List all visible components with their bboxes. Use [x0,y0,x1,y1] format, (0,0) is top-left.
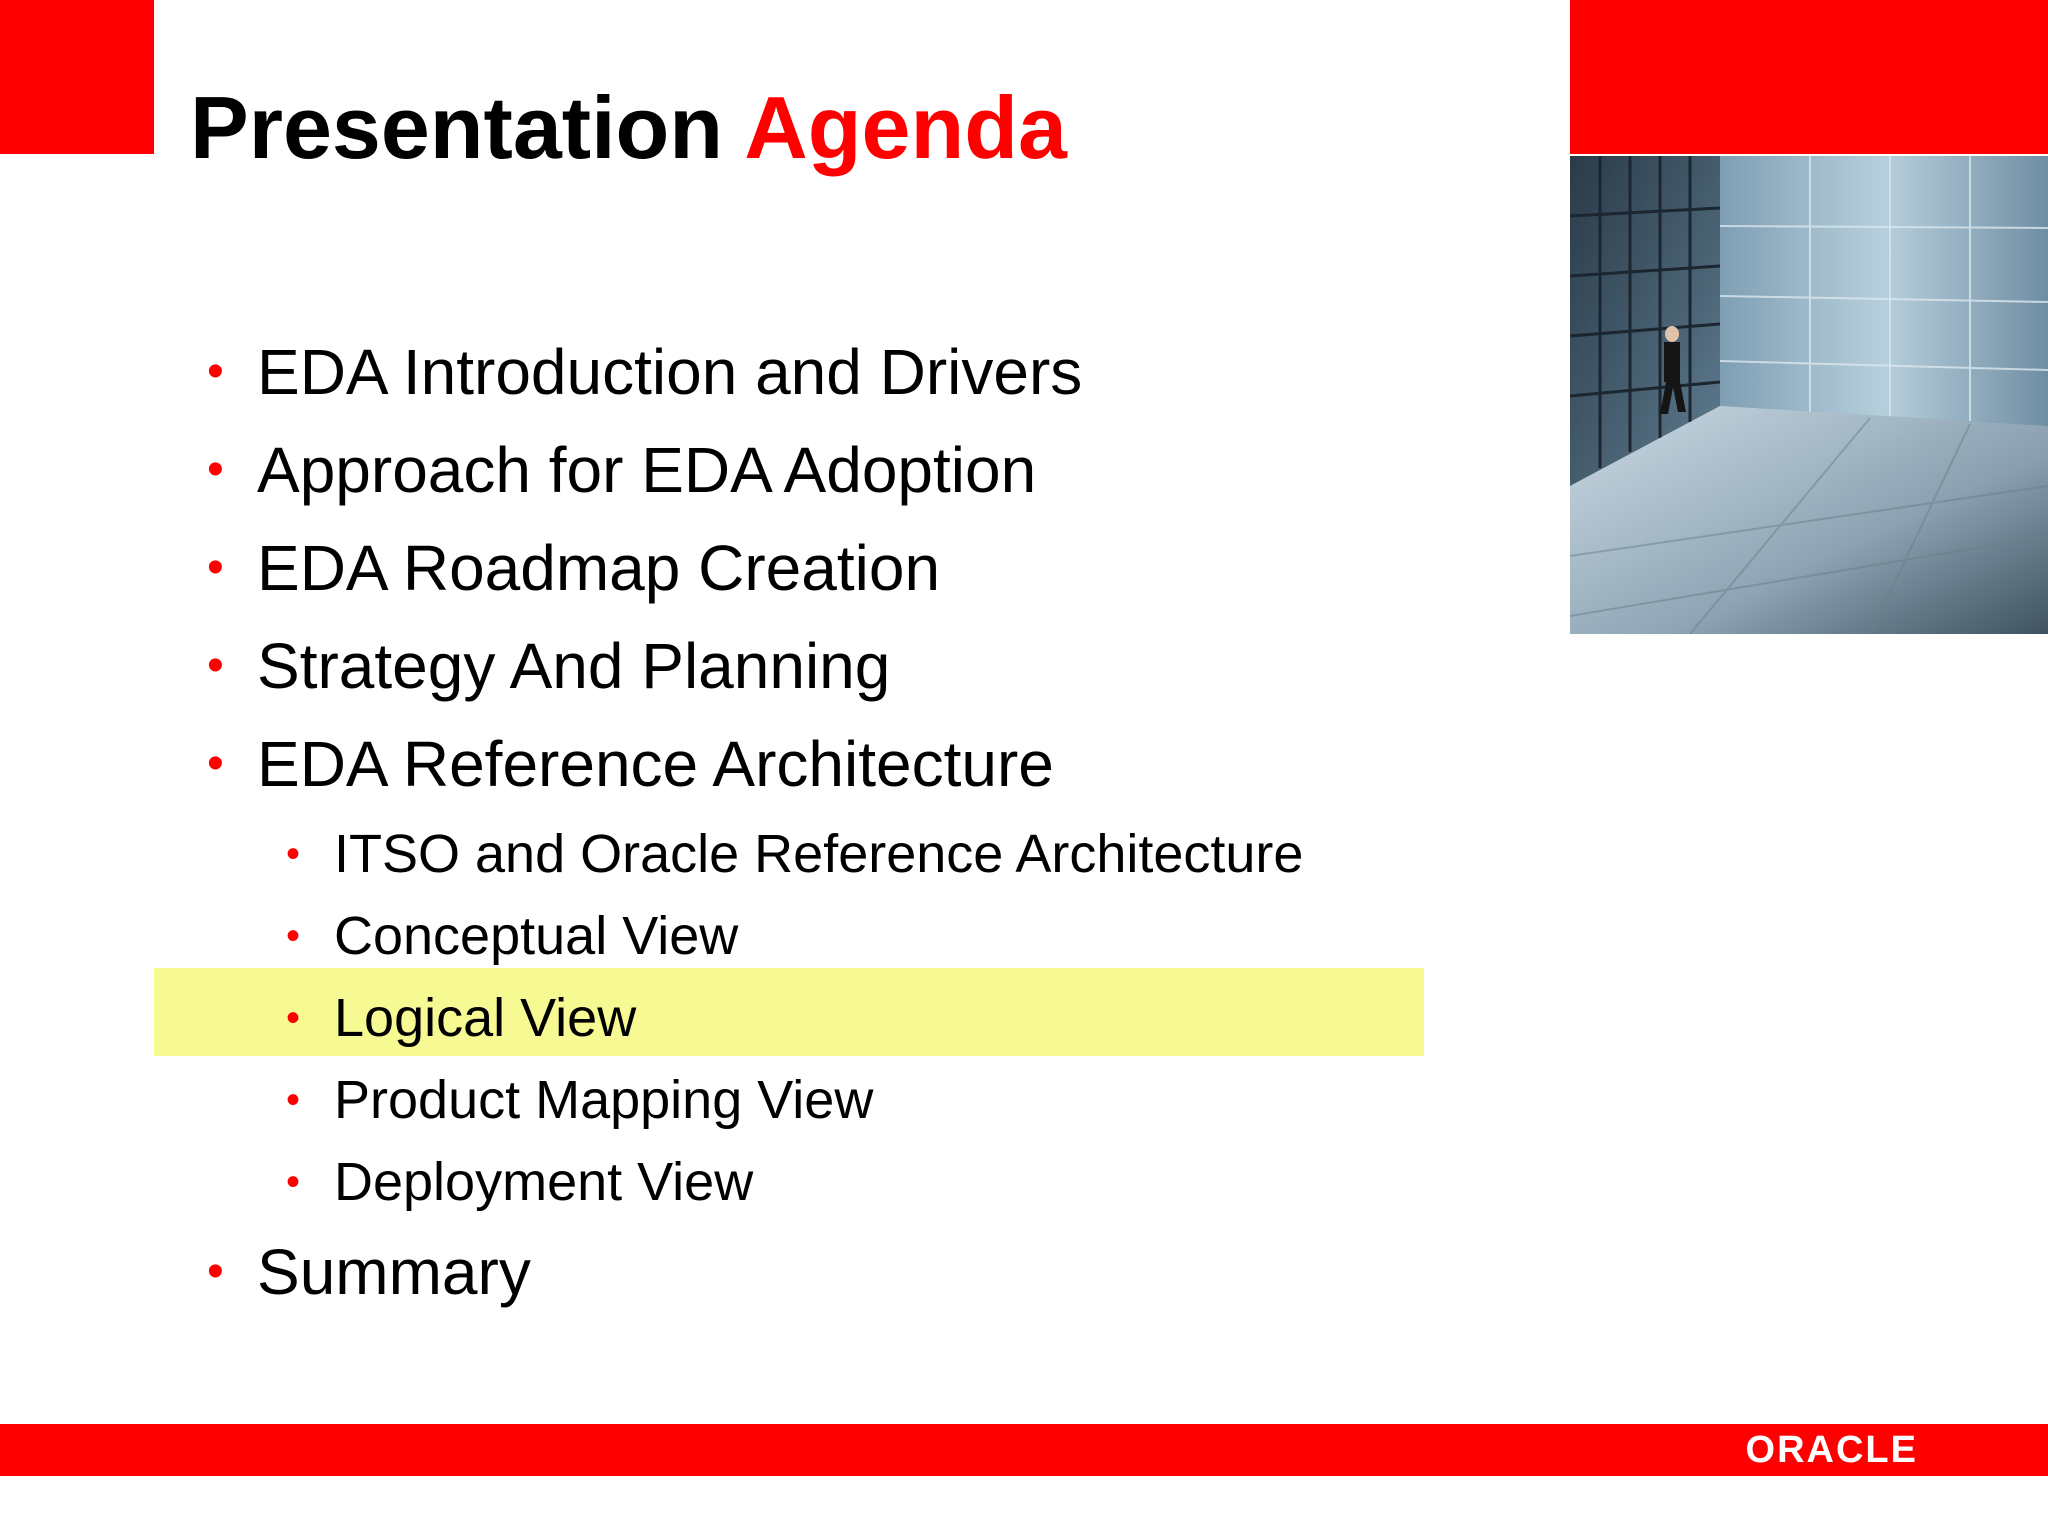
bullet-icon: • [286,832,301,876]
agenda-item [207,336,1083,408]
agenda-item-text: Strategy And Planning [257,630,891,702]
agenda-subitem-text: Conceptual View [334,906,739,966]
bullet-icon: • [207,443,224,496]
bullet-icon: • [207,345,224,398]
agenda-subitem-current [286,988,637,1048]
agenda-item [207,1236,531,1308]
title-main: Presentation [190,78,724,177]
agenda-subitem-text: ITSO and Oracle Reference Architecture [334,824,1304,884]
agenda-subitem [286,824,1304,884]
agenda-item-text: EDA Reference Architecture [257,728,1054,800]
agenda-item [207,630,891,702]
agenda-subitem-text: Deployment View [334,1152,754,1212]
bullet-icon: • [207,639,224,692]
bullet-icon: • [286,914,301,958]
agenda-item-text: Approach for EDA Adoption [257,434,1037,506]
bullet-icon: • [207,737,224,790]
agenda-subitem-text: Product Mapping View [334,1070,874,1130]
agenda-subitem [286,1152,754,1212]
agenda-item [207,434,1037,506]
agenda-item-text: EDA Introduction and Drivers [257,336,1083,408]
agenda-item-text: EDA Roadmap Creation [257,532,941,604]
agenda-subitem [286,1070,874,1130]
footer-bar [0,1424,2048,1476]
agenda-subitem-text: Logical View [334,988,637,1048]
agenda-subitem [286,906,739,966]
agenda-item [207,532,941,604]
agenda-item [207,728,1054,800]
bullet-icon: • [286,1078,301,1122]
bullet-icon: • [207,1245,224,1298]
bullet-icon: • [207,541,224,594]
bullet-icon: • [286,1160,301,1204]
oracle-logo: ORACLE [1745,1429,1918,1471]
bullet-icon: • [286,996,301,1040]
title-accent: Agenda [744,78,1067,177]
agenda-item-text: Summary [257,1236,531,1308]
